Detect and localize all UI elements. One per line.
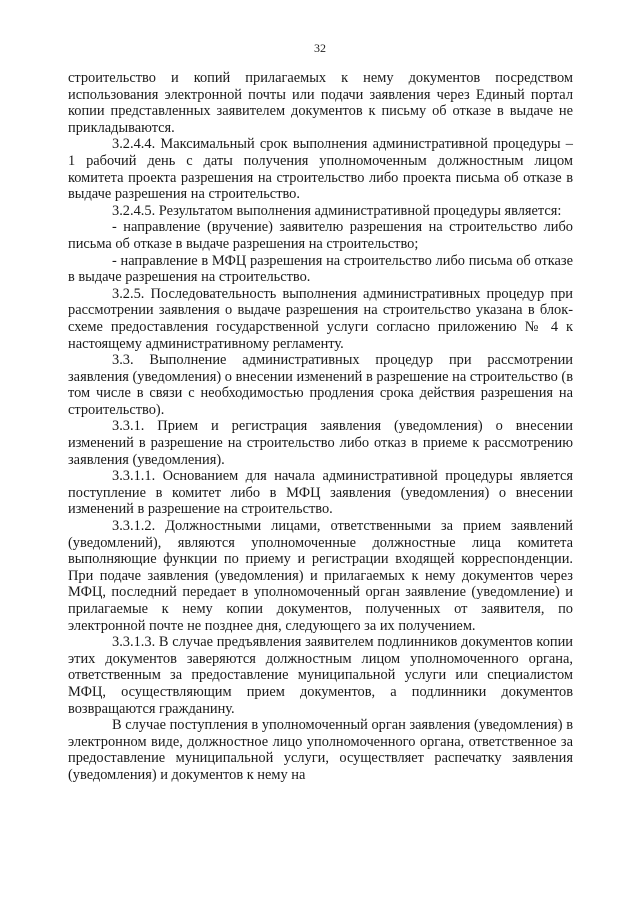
paragraph-3-2-4-4: 3.2.4.4. Максимальный срок выполнения административной процедуры – 1 рабочий день с даты получения уполномоченным должностным лицом комитета проекта разрешения на строительство либо проекта письма об отказе в выдаче разрешения на строительство. — [68, 136, 573, 203]
list-item-issue-permit: - направление (вручение) заявителю разрешения на строительство либо письма об отказе в выдаче разрешения на строительство; — [68, 219, 573, 252]
paragraph-continuation: строительство и копий прилагаемых к нему документов посредством использования электронной почты или подачи заявления через Единый портал копии представленных заявителем документов к письму об отказе в выдаче не прикладываются. — [68, 70, 573, 136]
paragraph-3-3-1-3: 3.3.1.3. В случае предъявления заявителем подлинников документов копии этих документов заверяются должностным лицом уполномоченного органа, ответственным за предоставление муниципальной услуги или специалистом МФЦ, осуществляющим прием документов, а подлинники документов возвращаются гражданину. — [68, 634, 573, 717]
paragraph-3-3-1: 3.3.1. Прием и регистрация заявления (уведомления) о внесении изменений в разрешение на строительство либо отказ в приеме к рассмотрению заявления (уведомления). — [68, 418, 573, 468]
paragraph-3-2-4-5: 3.2.4.5. Результатом выполнения административной процедуры является: — [112, 202, 562, 219]
paragraph-3-3: 3.3. Выполнение административных процедур при рассмотрении заявления (уведомления) о внесении изменений в разрешение на строительство (в том числе в связи с необходимостью продления срока действия разрешения на строительство). — [68, 352, 573, 418]
paragraph-3-2-5: 3.2.5. Последовательность выполнения административных процедур при рассмотрении заявления о выдаче разрешения на строительство указана в блок-схеме предоставления государственной услуги согласно приложению № 4 к настоящему административному регламенту. — [68, 285, 573, 352]
document-body — [68, 70, 573, 784]
paragraph-3-3-1-1: 3.3.1.1. Основанием для начала административной процедуры является поступление в комитет либо в МФЦ заявления (уведомления) о внесении изменений в разрешение на строительство. — [68, 468, 573, 518]
list-item-send-to-mfc: - направление в МФЦ разрешения на строительство либо письма об отказе в выдаче разрешения на строительство. — [68, 252, 573, 286]
paragraph-electronic-receipt: В случае поступления в уполномоченный орган заявления (уведомления) в электронном виде, должностное лицо уполномоченного органа, ответственное за предоставление муниципальной услуги, осуществляет распечатку заявления (уведомления) и документов к нему на — [68, 717, 573, 783]
page-number: 32 — [314, 41, 326, 55]
paragraph-3-3-1-2: 3.3.1.2. Должностными лицами, ответственными за прием заявлений (уведомлений), являются уполномоченные должностные лица комитета выполняющие функции по приему и регистрации входящей корреспонденции. При подаче заявления (уведомления) и прилагаемых к нему документов через МФЦ, последний передает в уполномоченный орган заявление (уведомление) и прилагаемые к нему копии документов, полученных от заявителя, по электронной почте не позднее дня, следующего за их получением. — [68, 518, 573, 634]
